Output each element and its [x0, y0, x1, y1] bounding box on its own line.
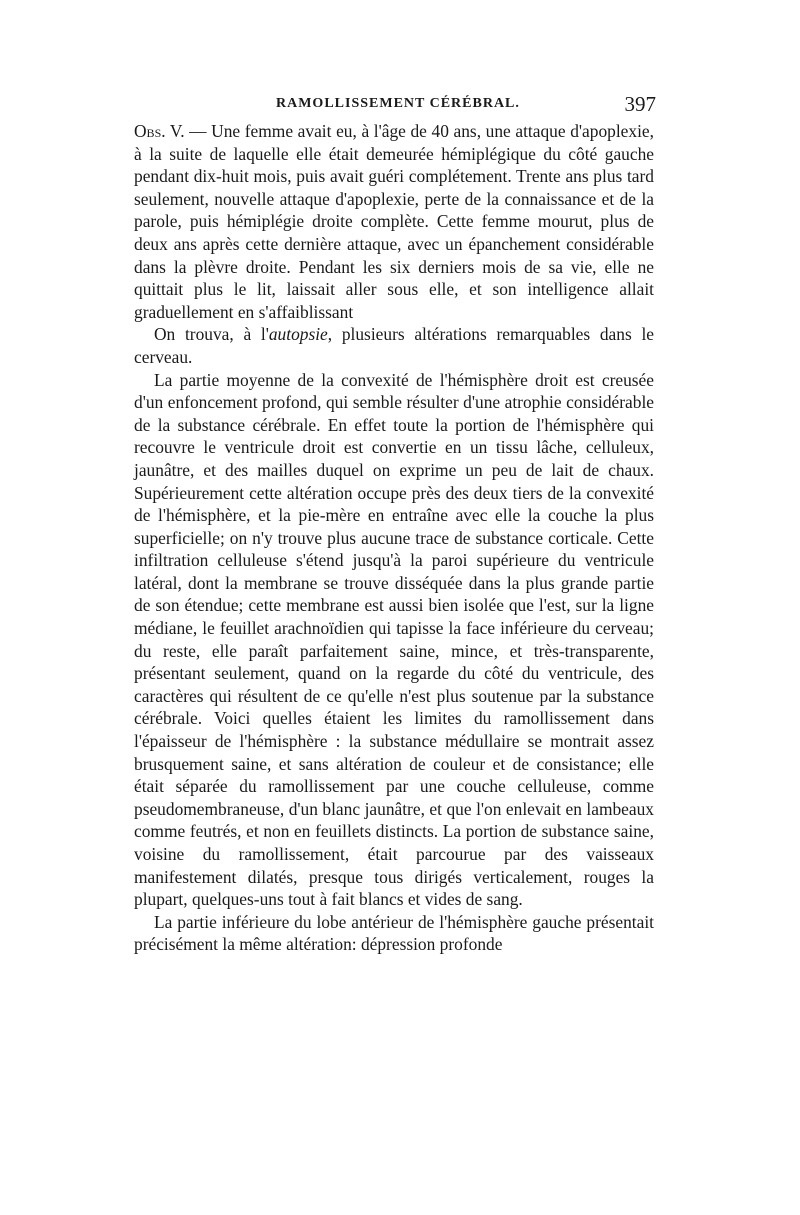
observation-label: Obs. V.	[134, 121, 185, 141]
right-hemisphere-text: La partie moyenne de la convexité de l'hémisphère droit est creusée d'un enfoncement profond, qui semble résulter d'une atrophie considérable de la substance cérébrale. En effet toute la portion de l'hémisphère qui recouvre le ventricule droit est convertie en un tissu lâche, celluleux, jaunâtre, et des mailles duquel on exprime un peu de lait de chaux. Supérieurement cette altération occupe près des deux tiers de la convexité de l'hémisphère, et la pie-mère en entraîne avec elle la couche la plus superficielle; on n'y trouve plus aucune trace de substance corticale. Cette infiltration celluleuse s'étend jusqu'à la paroi supérieure du ventricule latéral, dont la membrane se trouve disséquée dans la plus grande partie de son étendue; cette membrane est aussi bien isolée que l'est, sur la ligne médiane, le feuillet arachnoïdien qui tapisse la face inférieure du cerveau; du reste, elle paraît parfaitement saine, mince, et très-transparente, présentant seulement, quand on la regarde du côté du ventricule, des caractères qui résultent de ce qu'elle n'est plus soutenue par la substance cérébrale. Voici quelles étaient les limites du ramollissement dans l'épaisseur de l'hémisphère : la substance médullaire se montrait assez brusquement saine, et sans altération de couleur et de consistance; elle était séparée du ramollissement par une couche celluleuse, comme pseudomembraneuse, d'un blanc jaunâtre, et que l'on enlevait en lambeaux comme feutrés, et non en feuillets distincts. La portion de substance saine, voisine du ramollissement, était parcourue par des vaisseaux manifestement dilatés, presque tous dirigés verticalement, rouges la plupart, quelques-uns tout à fait blancs et vides de sang.	[134, 369, 654, 910]
observation-text: — Une femme avait eu, à l'âge de 40 ans, une attaque d'apoplexie, à la suite de laquelle elle était demeurée hémiplégique du côté gauche pendant dix-huit mois, puis avait guéri complétement. Trente ans plus tard seulement, nouvelle attaque d'apoplexie, perte de la connaissance et de la parole, puis hémiplégie droite complète. Cette femme mourut, plus de deux ans après cette dernière attaque, avec un épanchement considérable dans la plèvre droite. Pendant les six derniers mois de sa vie, elle ne quittait plus le lit, laissait aller sous elle, et son intelligence allait graduellement en s'affaiblissant	[134, 121, 654, 322]
autopsy-italic-word: autopsie	[268, 324, 328, 345]
running-head: RAMOLLISSEMENT CÉRÉBRAL.	[276, 96, 520, 111]
paragraph-autopsy	[134, 323, 654, 368]
autopsy-text-end: , plusieurs altérations remarquables dans le cerveau.	[134, 324, 654, 367]
body-text	[134, 120, 654, 956]
book-page	[134, 92, 654, 956]
page-number: 397	[624, 92, 656, 116]
left-hemisphere-text: La partie inférieure du lobe antérieur de l'hémisphère gauche présentait précisément la même altération: dépression profonde	[134, 911, 654, 955]
autopsy-text-start: On trouva, à l'	[154, 324, 269, 345]
paragraph-observation	[134, 120, 654, 323]
paragraph-right-hemisphere	[134, 369, 654, 911]
paragraph-left-hemisphere	[134, 911, 654, 956]
page-header	[134, 92, 654, 118]
